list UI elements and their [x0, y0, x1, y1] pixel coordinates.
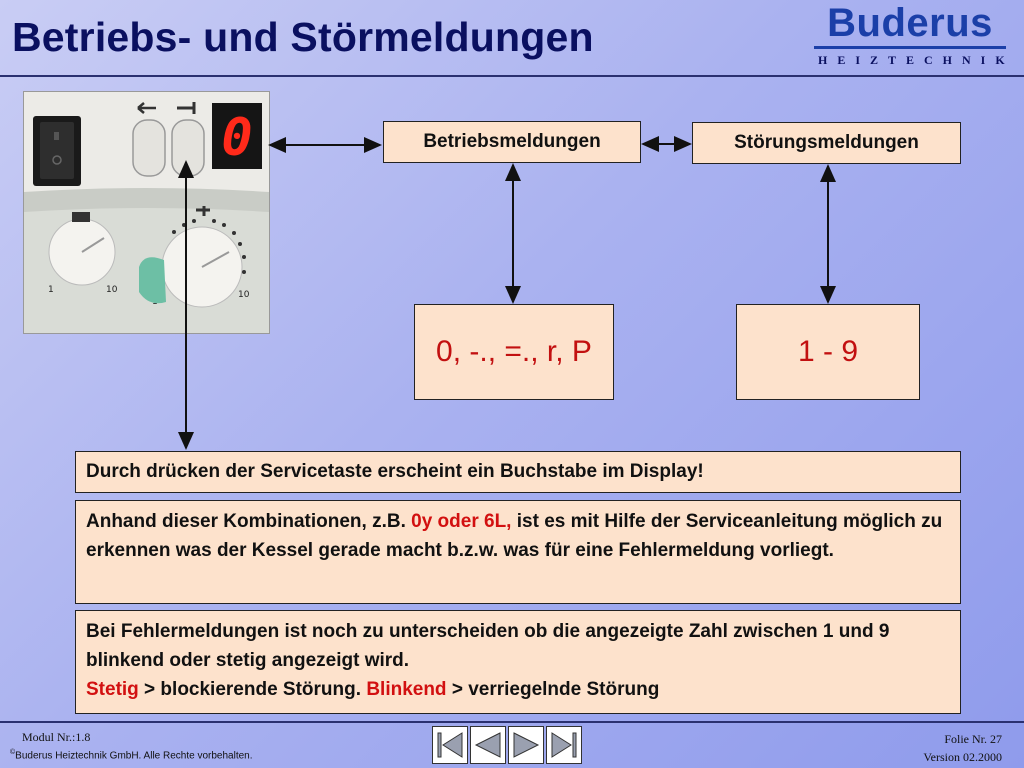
first-slide-button[interactable]	[432, 726, 468, 764]
copyright-text: Buderus Heiztechnik GmbH. Alle Rechte vorbehalten.	[15, 750, 253, 762]
info-p2-text-b: ist es mit Hilfe der Serviceanleitung möglich zu erkennen was der Kessel gerade macht b.z.w. was für eine Fehlermeldung vorliegt.	[86, 511, 943, 561]
info-servicetaste	[75, 451, 961, 493]
right-dial-max: 10	[238, 290, 250, 300]
version-info: Version 02.2000	[923, 750, 1002, 764]
folie-number: Folie Nr. 27	[944, 732, 1002, 746]
boiler-control-panel-image	[23, 91, 270, 334]
slide-title: Betriebs- und Störmeldungen	[12, 14, 594, 60]
first-icon	[434, 729, 466, 761]
last-icon	[548, 729, 580, 761]
stoerungsmeldungen-label: Störungsmeldungen	[734, 132, 919, 153]
info-p2-text-a: Anhand dieser Kombinationen, z.B.	[86, 511, 412, 532]
left-dial-max: 10	[106, 285, 118, 295]
next-slide-button[interactable]	[508, 726, 544, 764]
left-dial-min: 1	[48, 285, 54, 295]
info-fehlermeldungen	[75, 610, 961, 714]
brand-logo	[810, 1, 1015, 68]
last-slide-button[interactable]	[546, 726, 582, 764]
stoerung-codes: 1 - 9	[797, 335, 859, 368]
betriebsmeldungen-box	[383, 121, 641, 163]
betrieb-codes-box	[414, 304, 614, 400]
betriebsmeldungen-label: Betriebsmeldungen	[423, 131, 601, 152]
info-p3-text-a: Bei Fehlermeldungen ist noch zu unterscheiden ob die angezeigte Zahl zwischen 1 und 9 blinkend oder stetig angezeigt wird.	[86, 621, 890, 671]
info-p3-stetig: Stetig	[86, 679, 139, 700]
display-digit: 0	[221, 108, 253, 168]
slide-navigation	[432, 726, 582, 764]
info-p3-end: > verriegelnde Störung	[446, 679, 660, 700]
brand-name: Buderus	[827, 1, 993, 45]
footer-copyright	[10, 749, 253, 761]
header-divider	[0, 75, 1024, 77]
stoerung-codes-box	[736, 304, 920, 400]
next-icon	[510, 729, 542, 761]
brand-subtitle: HEIZTECHNIK	[818, 53, 1015, 67]
footer-modul: Modul Nr.:1.8	[22, 730, 91, 744]
info-kombinationen	[75, 500, 961, 604]
info-p3-blinkend: Blinkend	[366, 679, 447, 700]
betrieb-codes: 0, -., =., r, P	[436, 335, 592, 368]
info-p3-mid: > blockierende Störung.	[138, 679, 367, 700]
footer-slide-info	[923, 730, 1002, 766]
previous-icon	[472, 729, 504, 761]
info-line-1: Durch drücken der Servicetaste erscheint ein Buchstabe im Display!	[86, 461, 704, 482]
previous-slide-button[interactable]	[470, 726, 506, 764]
stoerungsmeldungen-box	[692, 122, 961, 164]
info-p2-highlight: 0y oder 6L,	[411, 511, 512, 532]
footer-divider	[0, 721, 1024, 723]
copyright-mark: ©	[10, 749, 16, 756]
brand-divider	[814, 46, 1006, 49]
